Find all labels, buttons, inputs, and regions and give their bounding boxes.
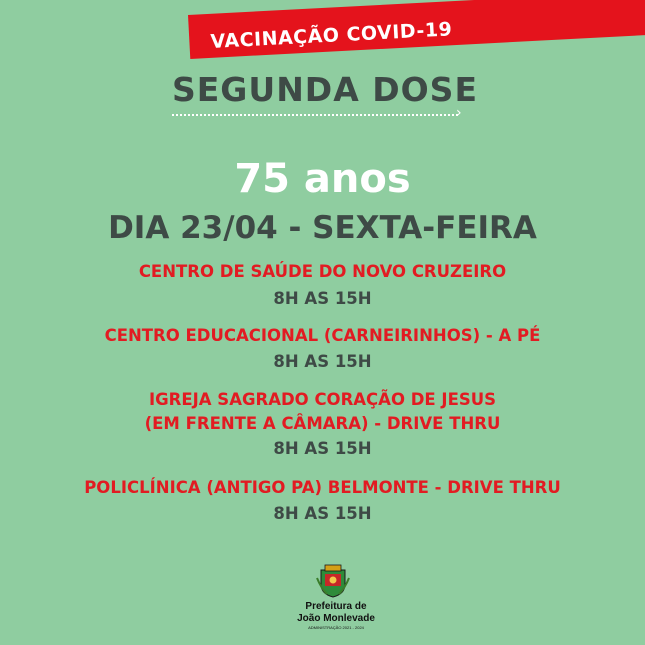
arrow-right-icon: › [456,105,462,121]
age-group: 75 anos [234,156,411,202]
location-hours: 8H AS 15H [273,289,372,308]
logo-text-line2: João Monlevade [297,613,375,624]
city-crest-icon [315,564,351,598]
location-hours: 8H AS 15H [273,352,372,371]
location-name-line2: (EM FRENTE A CÂMARA) - DRIVE THRU [144,414,501,433]
banner-text: VACINAÇÃO COVID-19 [210,18,453,53]
location-name: POLICLÍNICA (ANTIGO PA) BELMONTE - DRIVE THRU [84,478,561,497]
logo-text-line1: Prefeitura de [305,601,367,612]
location-name: CENTRO DE SAÚDE DO NOVO CRUZEIRO [138,262,507,281]
location-name: IGREJA SAGRADO CORAÇÃO DE JESUS [149,390,496,409]
location-hours: 8H AS 15H [273,439,372,458]
logo-text-line3: ADMINISTRAÇÃO 2021 - 2024 [308,625,364,630]
vaccination-date: DIA 23/04 - SEXTA-FEIRA [108,210,537,246]
location-hours: 8H AS 15H [273,504,372,523]
dotted-divider [172,114,458,116]
location-name: CENTRO EDUCACIONAL (CARNEIRINHOS) - A PÉ [104,326,541,345]
page-title: SEGUNDA DOSE [172,70,478,109]
